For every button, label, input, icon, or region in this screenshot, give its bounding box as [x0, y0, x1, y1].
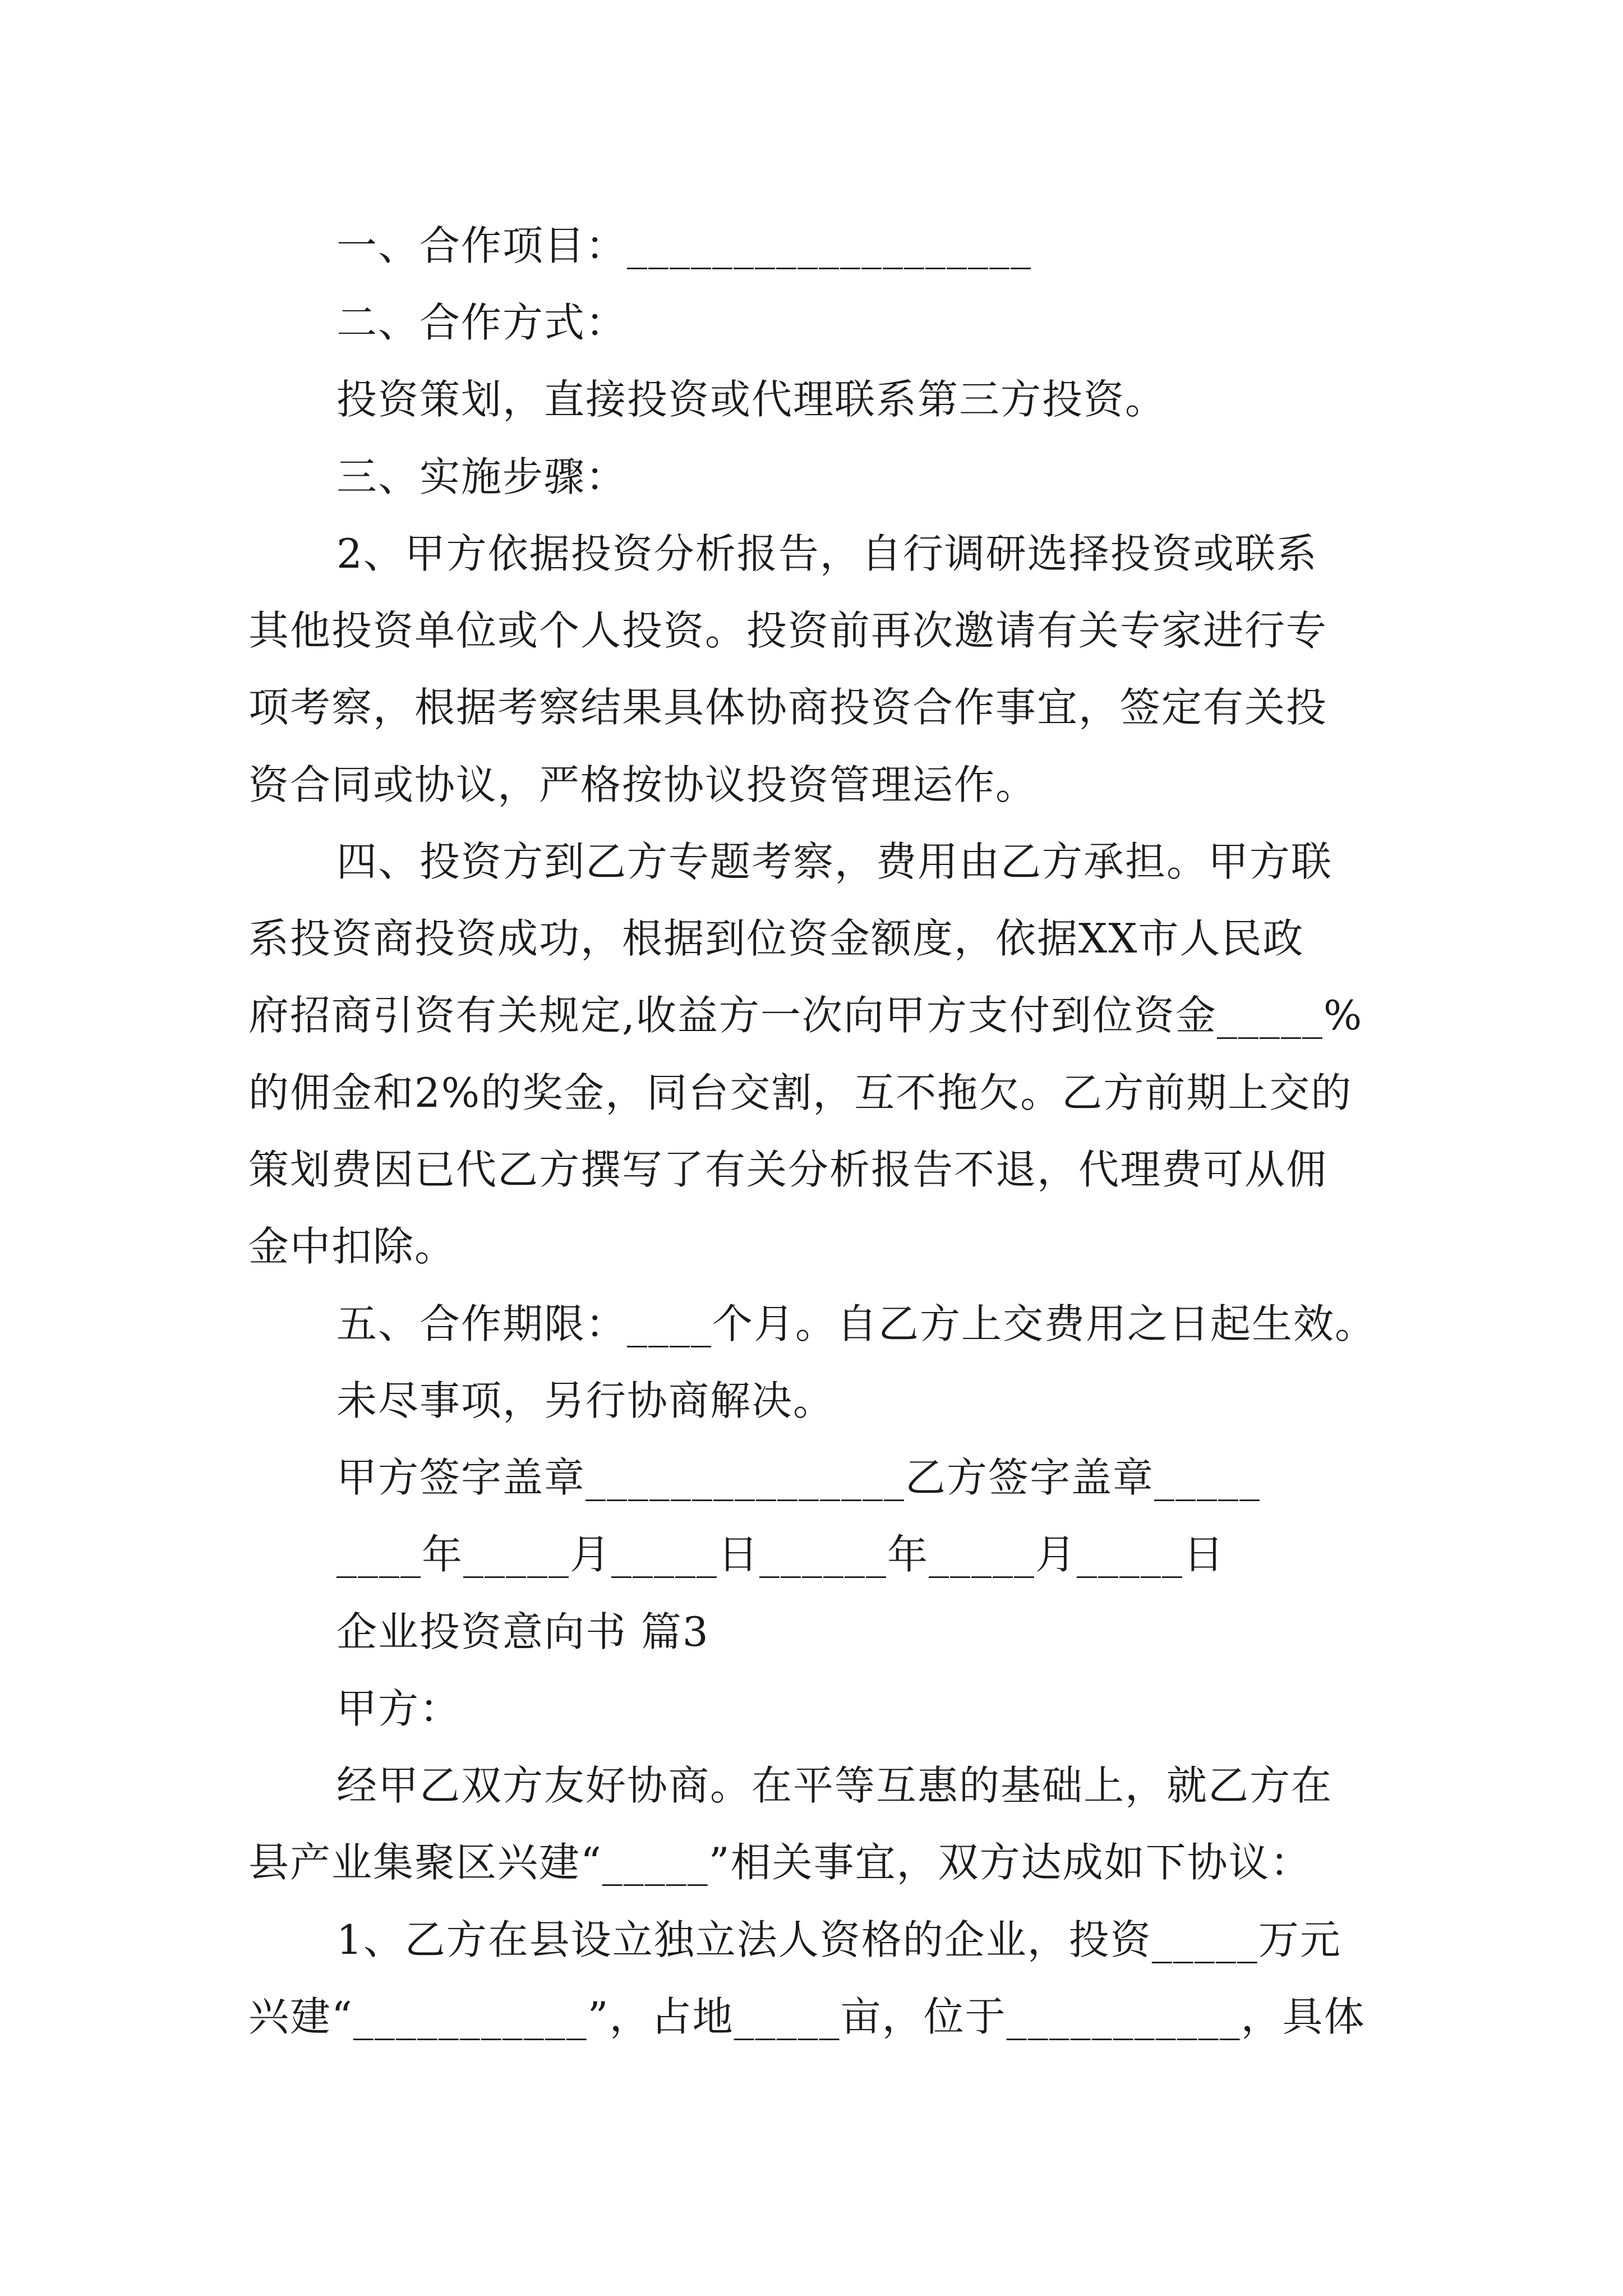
paragraph-line: 其他投资单位或个人投资。投资前再次邀请有关专家进行专	[248, 607, 1328, 654]
paragraph-line: 经甲乙双方友好协商。在平等互惠的基础上，就乙方在	[336, 1762, 1333, 1809]
item-3-implementation-steps: 三、实施步骤：	[336, 453, 628, 500]
item-5-cooperation-term: 五、合作期限：____个月。自乙方上交费用之日起生效。	[336, 1300, 1377, 1347]
section-heading: 企业投资意向书 篇3	[336, 1608, 709, 1655]
item-2-cooperation-method: 二、合作方式：	[336, 299, 628, 346]
paragraph-line: 1、乙方在县设立独立法人资格的企业，投资_____万元	[336, 1916, 1341, 1963]
paragraph-line: 的佣金和2%的奖金，同台交割，互不拖欠。乙方前期上交的	[248, 1069, 1353, 1116]
paragraph-line: 金中扣除。	[248, 1223, 457, 1270]
paragraph-line: 府招商引资有关规定,收益方一次向甲方支付到位资金_____%	[248, 992, 1363, 1039]
date-line: ____年_____月_____日______年_____月_____日	[336, 1531, 1225, 1578]
paragraph-line: 策划费因已代乙方撰写了有关分析报告不退，代理费可从佣	[248, 1146, 1328, 1193]
paragraph-line: 县产业集聚区兴建“_____”相关事宜，双方达成如下协议：	[248, 1839, 1312, 1886]
paragraph-line: 投资策划，直接投资或代理联系第三方投资。	[336, 376, 1167, 423]
paragraph-line: 系投资商投资成功，根据到位资金额度，依据XX市人民政	[248, 915, 1304, 962]
signature-line: 甲方签字盖章_______________乙方签字盖章_____	[336, 1454, 1261, 1501]
paragraph-line: 项考察，根据考察结果具体协商投资合作事宜，签定有关投	[248, 684, 1328, 731]
item-1-cooperation-project: 一、合作项目：___________________	[336, 222, 1032, 269]
party-a-label: 甲方：	[336, 1685, 462, 1732]
paragraph-line: 兴建“___________”，占地_____亩，位于___________，具体	[248, 1993, 1366, 2040]
paragraph-line: 未尽事项，另行协商解决。	[336, 1377, 835, 1424]
paragraph-line: 2、甲方依据投资分析报告，自行调研选择投资或联系	[336, 530, 1318, 577]
paragraph-line: 资合同或协议，严格按协议投资管理运作。	[248, 761, 1038, 808]
paragraph-line: 四、投资方到乙方专题考察，费用由乙方承担。甲方联	[336, 838, 1333, 885]
